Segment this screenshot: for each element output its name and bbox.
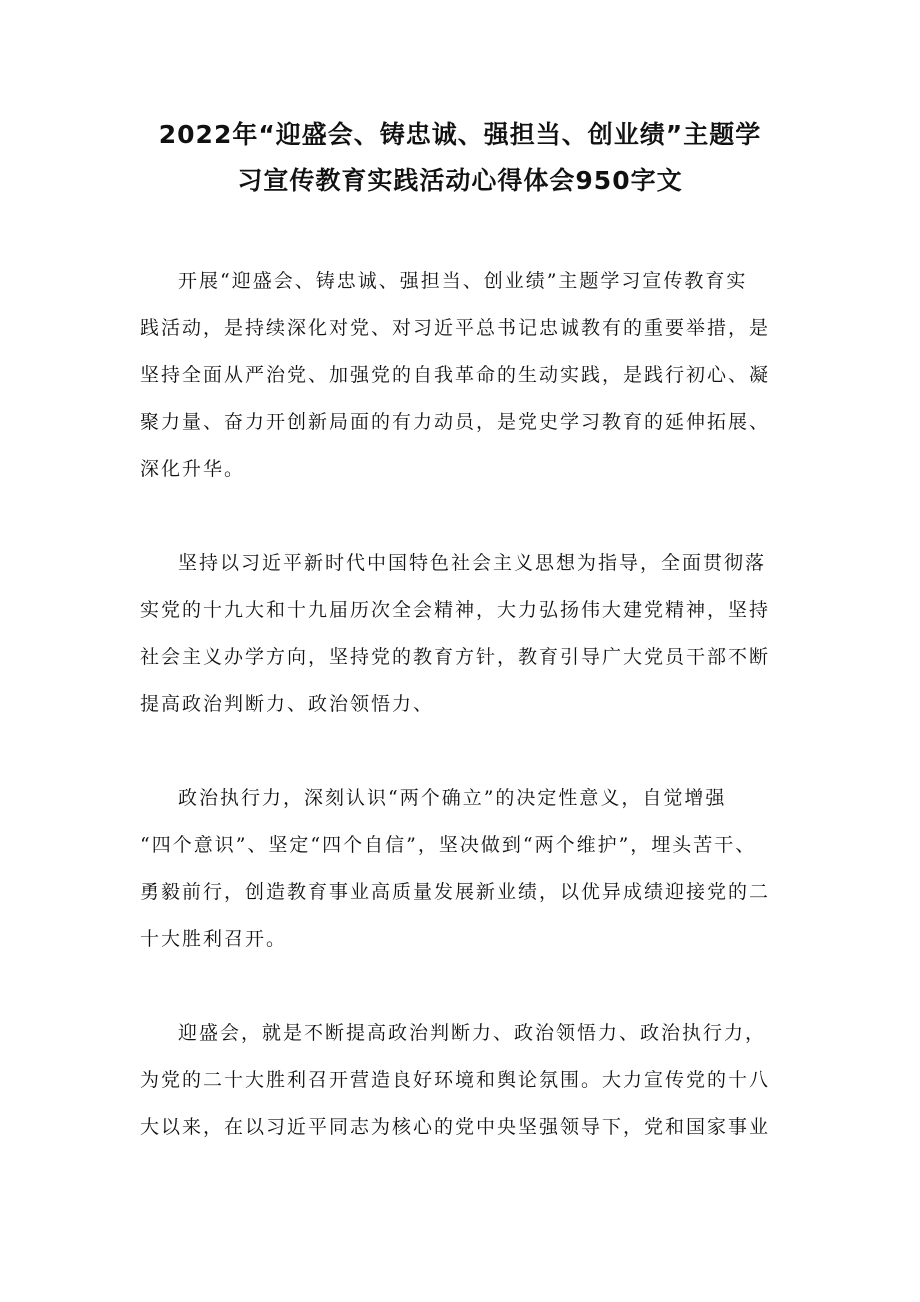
paragraph-line: 开展“迎盛会、铸忠诚、强担当、创业绩”主题学习宣传教育实 (178, 270, 748, 292)
paragraph-spacer (140, 963, 790, 1010)
paragraph-line: 政治执行力，深刻认识“两个确立”的决定性意义，自觉增强 (178, 787, 727, 809)
paragraph-2 (140, 540, 790, 728)
paragraph-line: “四个意识”、坚定“四个自信”，坚决做到“两个维护”，埋头苦干、 (140, 834, 757, 856)
paragraph-line: 提高政治判断力、政治领悟力、 (140, 693, 435, 715)
document-title (110, 112, 810, 204)
paragraph-line: 坚持以习近平新时代中国特色社会主义思想为指导，全面贯彻落 (178, 552, 767, 574)
paragraph-spacer (140, 728, 790, 775)
title-line-2: 习宣传教育实践活动心得体会950字文 (237, 166, 683, 195)
paragraph-line: 深化升华。 (140, 458, 246, 480)
paragraph-line: 坚持全面从严治党、加强党的自我革命的生动实践，是践行初心、凝 (140, 364, 771, 386)
paragraph-line: 聚力量、奋力开创新局面的有力动员，是党史学习教育的延伸拓展、 (140, 411, 771, 433)
paragraph-line: 社会主义办学方向，坚持党的教育方针，教育引导广大党员干部不断 (140, 646, 771, 668)
document-body (140, 258, 790, 1151)
paragraph-3 (140, 775, 790, 963)
paragraph-4 (140, 1010, 790, 1151)
paragraph-line: 大以来，在以习近平同志为核心的党中央坚强领导下，党和国家事业 (140, 1116, 771, 1138)
paragraph-line: 践活动，是持续深化对党、对习近平总书记忠诚教有的重要举措，是 (140, 317, 771, 339)
paragraph-line: 为党的二十大胜利召开营造良好环境和舆论氛围。大力宣传党的十八 (140, 1069, 771, 1091)
paragraph-line: 十大胜利召开。 (140, 928, 288, 950)
title-line-1: 2022年“迎盛会、铸忠诚、强担当、创业绩”主题学 (158, 120, 762, 149)
paragraph-line: 实党的十九大和十九届历次全会精神，大力弘扬伟大建党精神，坚持 (140, 599, 771, 621)
paragraph-spacer (140, 493, 790, 540)
paragraph-1 (140, 258, 790, 493)
paragraph-line: 迎盛会，就是不断提高政治判断力、政治领悟力、政治执行力， (178, 1022, 767, 1044)
paragraph-line: 勇毅前行，创造教育事业高质量发展新业绩，以优异成绩迎接党的二 (140, 881, 771, 903)
